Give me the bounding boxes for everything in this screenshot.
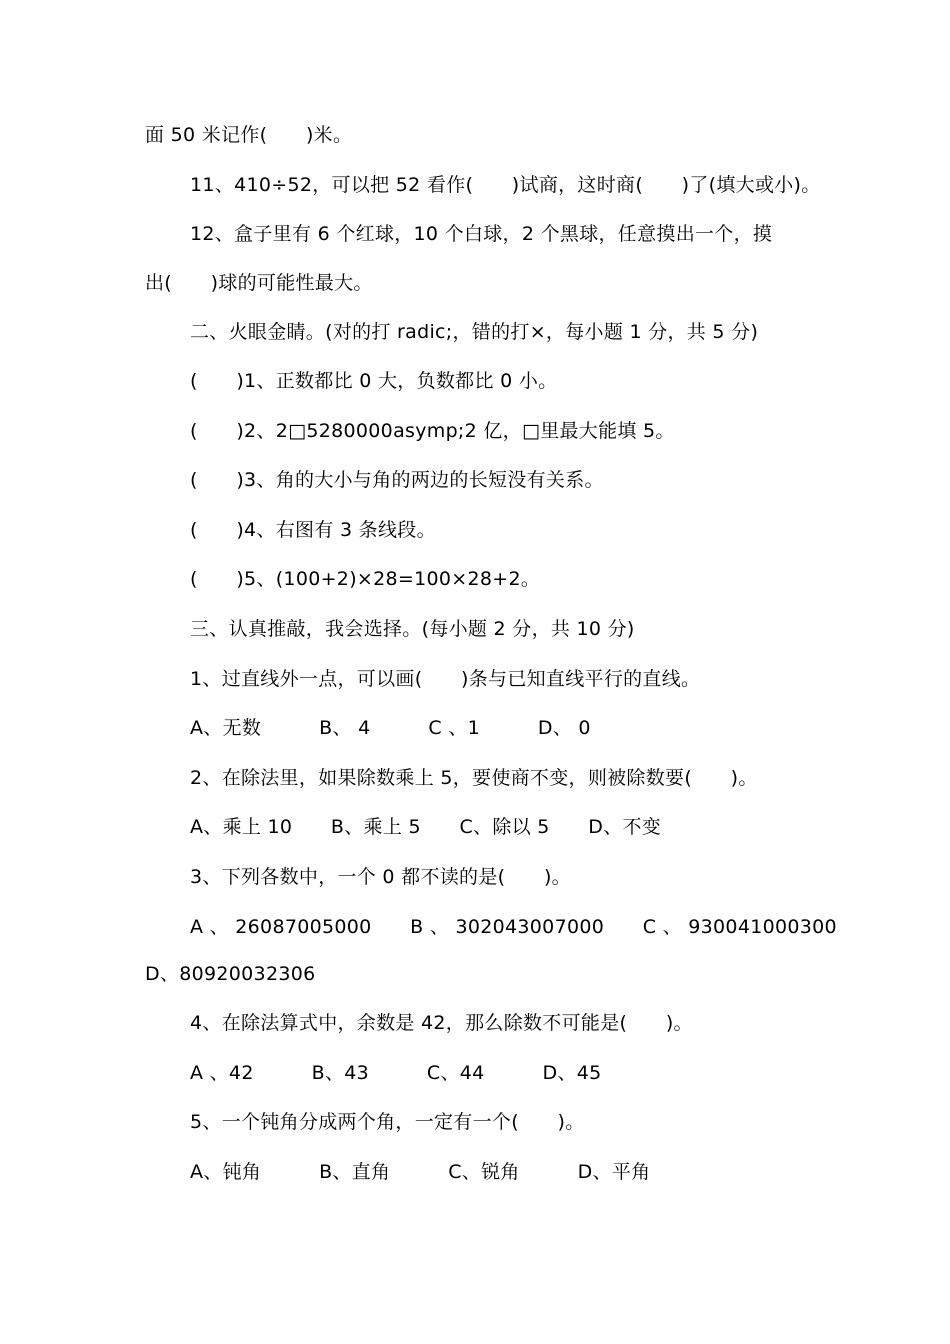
choice-question-3: 3、下列各数中，一个 0 都不读的是( )。 [190,866,571,888]
choice-options-3: A 、 26087005000 B 、 302043007000 C 、 930041000300 [190,916,837,938]
choice-options-4: A 、42 B、43 C、44 D、45 [190,1062,602,1084]
text-line-4: 出( )球的可能性最大。 [145,272,373,294]
choice-question-1: 1、过直线外一点，可以画( )条与已知直线平行的直线。 [190,668,701,690]
judgement-item-4: ( )4、右图有 3 条线段。 [190,519,436,541]
section-3-heading: 三、认真推敲，我会选择。(每小题 2 分，共 10 分) [190,618,635,640]
judgement-item-2: ( )2、2□5280000asymp;2 亿，□里最大能填 5。 [190,420,675,442]
choice-options-5: A、钝角 B、直角 C、锐角 D、平角 [190,1161,651,1183]
text-line-2: 11、410÷52，可以把 52 看作( )试商，这时商( )了(填大或小)。 [190,174,821,196]
choice-options-3-continued: D、80920032306 [145,963,316,985]
text-line-1: 面 50 米记作( )米。 [145,124,353,146]
choice-options-2: A、乘上 10 B、乘上 5 C、除以 5 D、不变 [190,816,662,838]
judgement-item-5: ( )5、(100+2)×28=100×28+2。 [190,568,541,590]
choice-question-4: 4、在除法算式中，余数是 42，那么除数不可能是( )。 [190,1012,693,1034]
judgement-item-1: ( )1、正数都比 0 大，负数都比 0 小。 [190,370,558,392]
choice-options-1: A、无数 B、 4 C 、1 D、 0 [190,717,591,739]
text-line-3: 12、盒子里有 6 个红球，10 个白球，2 个黑球，任意摸出一个，摸 [190,223,773,245]
judgement-item-3: ( )3、角的大小与角的两边的长短没有关系。 [190,469,604,491]
choice-question-5: 5、一个钝角分成两个角，一定有一个( )。 [190,1111,585,1133]
section-2-heading: 二、火眼金睛。(对的打 radic;，错的打×，每小题 1 分，共 5 分) [190,321,759,343]
choice-question-2: 2、在除法里，如果除数乘上 5，要使商不变，则被除数要( )。 [190,767,758,789]
